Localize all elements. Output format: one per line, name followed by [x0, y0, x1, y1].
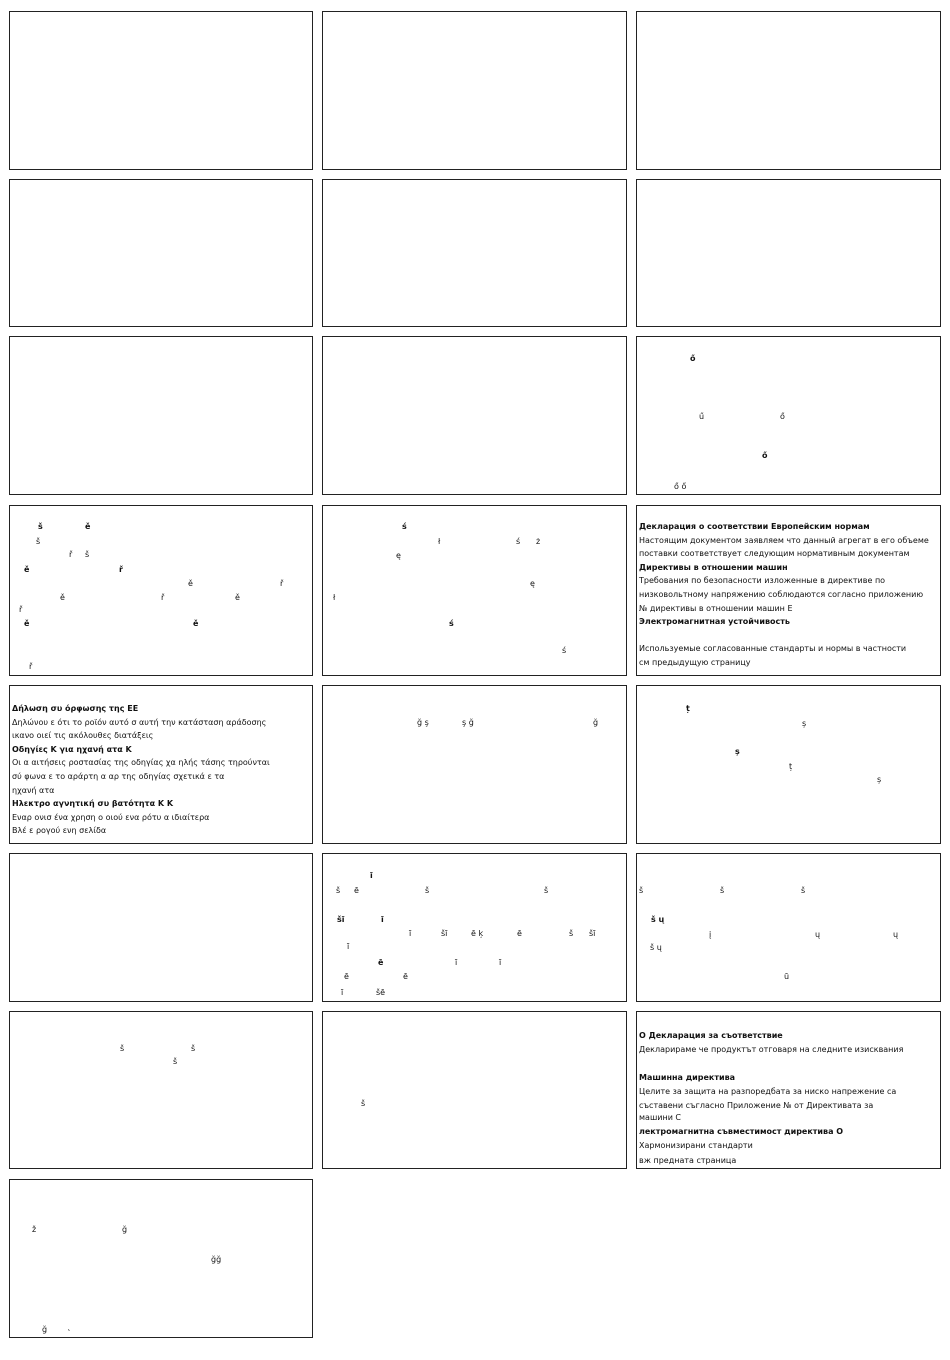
declaration-line: см предыдущую страницу — [639, 657, 751, 667]
glyph-text: ő — [690, 354, 696, 363]
glyph-text: ř — [19, 605, 23, 614]
glyph-text: ś — [516, 537, 521, 546]
glyph-text: ğğ — [211, 1255, 222, 1264]
glyph-text: š — [85, 550, 90, 559]
glyph-text: ų — [893, 930, 899, 939]
glyph-text: ș — [735, 747, 740, 756]
page-panel-9 — [636, 336, 941, 495]
glyph-text: šī — [337, 915, 345, 924]
page-panel-22 — [9, 1179, 313, 1338]
declaration-line: Εναρ ονισ ένα χρηση ο οιού ενα ρότυ α ιδιαίτερα — [12, 812, 210, 822]
glyph-text: ę — [530, 579, 535, 588]
glyph-text: ő ő — [674, 482, 687, 491]
declaration-line — [639, 629, 929, 643]
glyph-text: ş ğ — [462, 718, 474, 727]
page-panel-13-greek-declaration — [9, 685, 313, 844]
glyph-text: š — [36, 537, 41, 546]
page-panel-15 — [636, 685, 941, 844]
declaration-line: Βλέ ε ρογού ενη σελίδα — [12, 826, 107, 836]
glyph-text: ē — [354, 886, 359, 895]
declaration-line: машини С — [639, 1113, 682, 1122]
declaration-line: Целите за защита на разпоредбата за ниско напрежение са — [639, 1087, 897, 1096]
glyph-text: ē — [403, 972, 408, 981]
page-panel-7 — [9, 336, 313, 495]
emc-heading: Ηλεκτρο αγνητική συ βατότητα Κ Κ — [12, 799, 174, 809]
glyph-text: ě — [193, 619, 199, 628]
glyph-text: ē — [378, 958, 384, 967]
page-panel-19 — [9, 1011, 313, 1169]
glyph-text: ų — [815, 930, 821, 939]
directive-heading: Директивы в отношении машин — [639, 562, 788, 572]
declaration-line: съставени съгласно Приложение № от Директивата за — [639, 1101, 874, 1110]
glyph-text: š — [120, 1044, 125, 1053]
declaration-line: Хармонизирани стандарти — [639, 1141, 753, 1150]
page-panel-11 — [322, 505, 627, 676]
glyph-text: ē ķ — [471, 929, 484, 938]
declaration-line: σύ φωνα ε το αράρτη α αρ της οδηγίας σχετικά ε τα — [12, 771, 225, 781]
page-panel-3 — [636, 11, 941, 170]
glyph-text: ī — [370, 871, 373, 880]
glyph-text: ś — [449, 619, 454, 628]
page-panel-8 — [322, 336, 627, 495]
glyph-text: šē — [376, 988, 386, 997]
glyph-text: š — [720, 886, 725, 895]
glyph-text: ő — [762, 451, 768, 460]
page-panel-20 — [322, 1011, 627, 1169]
declaration-line: поставки соответствует следующим нормативным документам — [639, 549, 910, 559]
glyph-text: ē — [517, 929, 522, 938]
page-panel-14 — [322, 685, 627, 844]
glyph-text: ž — [32, 1225, 37, 1234]
glyph-text: š — [361, 1099, 366, 1108]
glyph-text: ű — [699, 412, 705, 421]
directive-heading: Машинна директива — [639, 1073, 736, 1082]
glyph-text: ğ — [42, 1325, 48, 1334]
glyph-text: ș — [802, 719, 807, 728]
emc-heading: лектромагнитна съвместимост директива О — [639, 1127, 844, 1136]
declaration-title: Δήλωση συ όρφωσης της ΕΕ — [12, 704, 139, 713]
declaration-line: № директивы в отношении машин Е — [639, 603, 793, 613]
declaration-line: Δηλώνου ε ότι το ροϊόν αυτό σ αυτή την κατάσταση αράδοσης — [12, 717, 267, 727]
glyph-text: šī — [589, 929, 596, 938]
page-panel-18 — [636, 853, 941, 1002]
glyph-text: š — [336, 886, 341, 895]
glyph-text: š — [425, 886, 430, 895]
glyph-text: ě — [188, 579, 193, 588]
glyph-text: ț — [686, 704, 690, 713]
glyph-text: ğ ş — [417, 718, 429, 727]
declaration-line: низковольтному напряжению соблюдаются согласно приложению — [639, 589, 924, 599]
glyph-text: ř — [161, 593, 165, 602]
declaration-line: Используемые согласованные стандарты и нормы в частности — [639, 644, 907, 654]
page-panel-4 — [9, 179, 313, 327]
declaration-line: вж предната страница — [639, 1156, 737, 1165]
declaration-title: Декларация о соответствии Европейским нормам — [639, 522, 870, 531]
glyph-text: ę — [396, 551, 401, 560]
declaration-line: Декларираме че продуктът отговаря на следните изисквания — [639, 1045, 904, 1054]
declaration-line: Настоящим документом заявляем что данный агрегат в его объеме — [639, 535, 929, 545]
declaration-line: ικανο οιεί τις ακόλουθες διατάξεις — [12, 731, 154, 741]
glyph-text: ī — [381, 915, 384, 924]
glyph-text: šī — [441, 929, 448, 938]
glyph-text: š — [38, 522, 43, 531]
glyph-text: ğ — [122, 1225, 128, 1234]
glyph-text: š ų — [650, 943, 662, 952]
glyph-text: ē — [344, 972, 349, 981]
declaration-title: О Декларация за съответствие — [639, 1031, 783, 1040]
glyph-text: ğ — [593, 718, 599, 727]
glyph-text: ő — [780, 412, 785, 421]
glyph-text: ř — [119, 565, 123, 574]
glyph-text: ě — [235, 593, 240, 602]
glyph-text: ě — [60, 593, 65, 602]
glyph-text: ī — [341, 988, 344, 997]
glyph-text: ī — [455, 958, 458, 967]
glyph-text: š — [639, 886, 644, 895]
directive-heading: Οδηγίες Κ για ηχανή ατα Κ — [12, 744, 132, 754]
glyph-text: ś — [402, 522, 407, 531]
declaration-line — [639, 1057, 903, 1071]
glyph-text: š ų — [651, 915, 665, 924]
glyph-text: š — [173, 1057, 178, 1066]
glyph-text: ř — [280, 579, 284, 588]
page-panel-12-russian-declaration — [636, 505, 941, 676]
glyph-text: ě — [24, 619, 30, 628]
glyph-text: ț — [789, 762, 793, 771]
glyph-text: ī — [409, 929, 412, 938]
page-panel-21-bulgarian-declaration — [636, 1011, 941, 1169]
glyph-text: ś — [562, 646, 567, 655]
page-panel-17 — [322, 853, 627, 1002]
glyph-text: ř — [29, 662, 33, 671]
page-panel-16 — [9, 853, 313, 1002]
glyph-text: į — [709, 930, 712, 939]
page-panel-1 — [9, 11, 313, 170]
glyph-text: ł — [333, 593, 336, 602]
declaration-line: Требования по безопасности изложенные в директиве по — [639, 576, 886, 586]
glyph-text: ż — [536, 537, 541, 546]
glyph-text: ī — [499, 958, 502, 967]
page-panel-5 — [322, 179, 627, 327]
glyph-text: ě — [24, 565, 30, 574]
glyph-text: ș — [877, 775, 882, 784]
declaration-line: ηχανή ατα — [12, 785, 55, 795]
glyph-text: š — [191, 1044, 196, 1053]
page-panel-2 — [322, 11, 627, 170]
glyph-text: ˛ — [67, 1322, 71, 1331]
glyph-text: ī — [347, 942, 350, 951]
glyph-text: ě — [85, 522, 91, 531]
glyph-text: š — [801, 886, 806, 895]
page-panel-6 — [636, 179, 941, 327]
declaration-line: Οι α αιτήσεις ροστασίας της οδηγίας χα ηλής τάσης τηρούνται — [12, 758, 270, 768]
emc-heading: Электромагнитная устойчивость — [639, 617, 790, 627]
glyph-text: ř — [69, 550, 73, 559]
glyph-text: š — [569, 929, 574, 938]
glyph-text: ł — [438, 537, 441, 546]
page-panel-10 — [9, 505, 313, 676]
glyph-text: š — [544, 886, 549, 895]
glyph-text: ū — [784, 972, 790, 981]
